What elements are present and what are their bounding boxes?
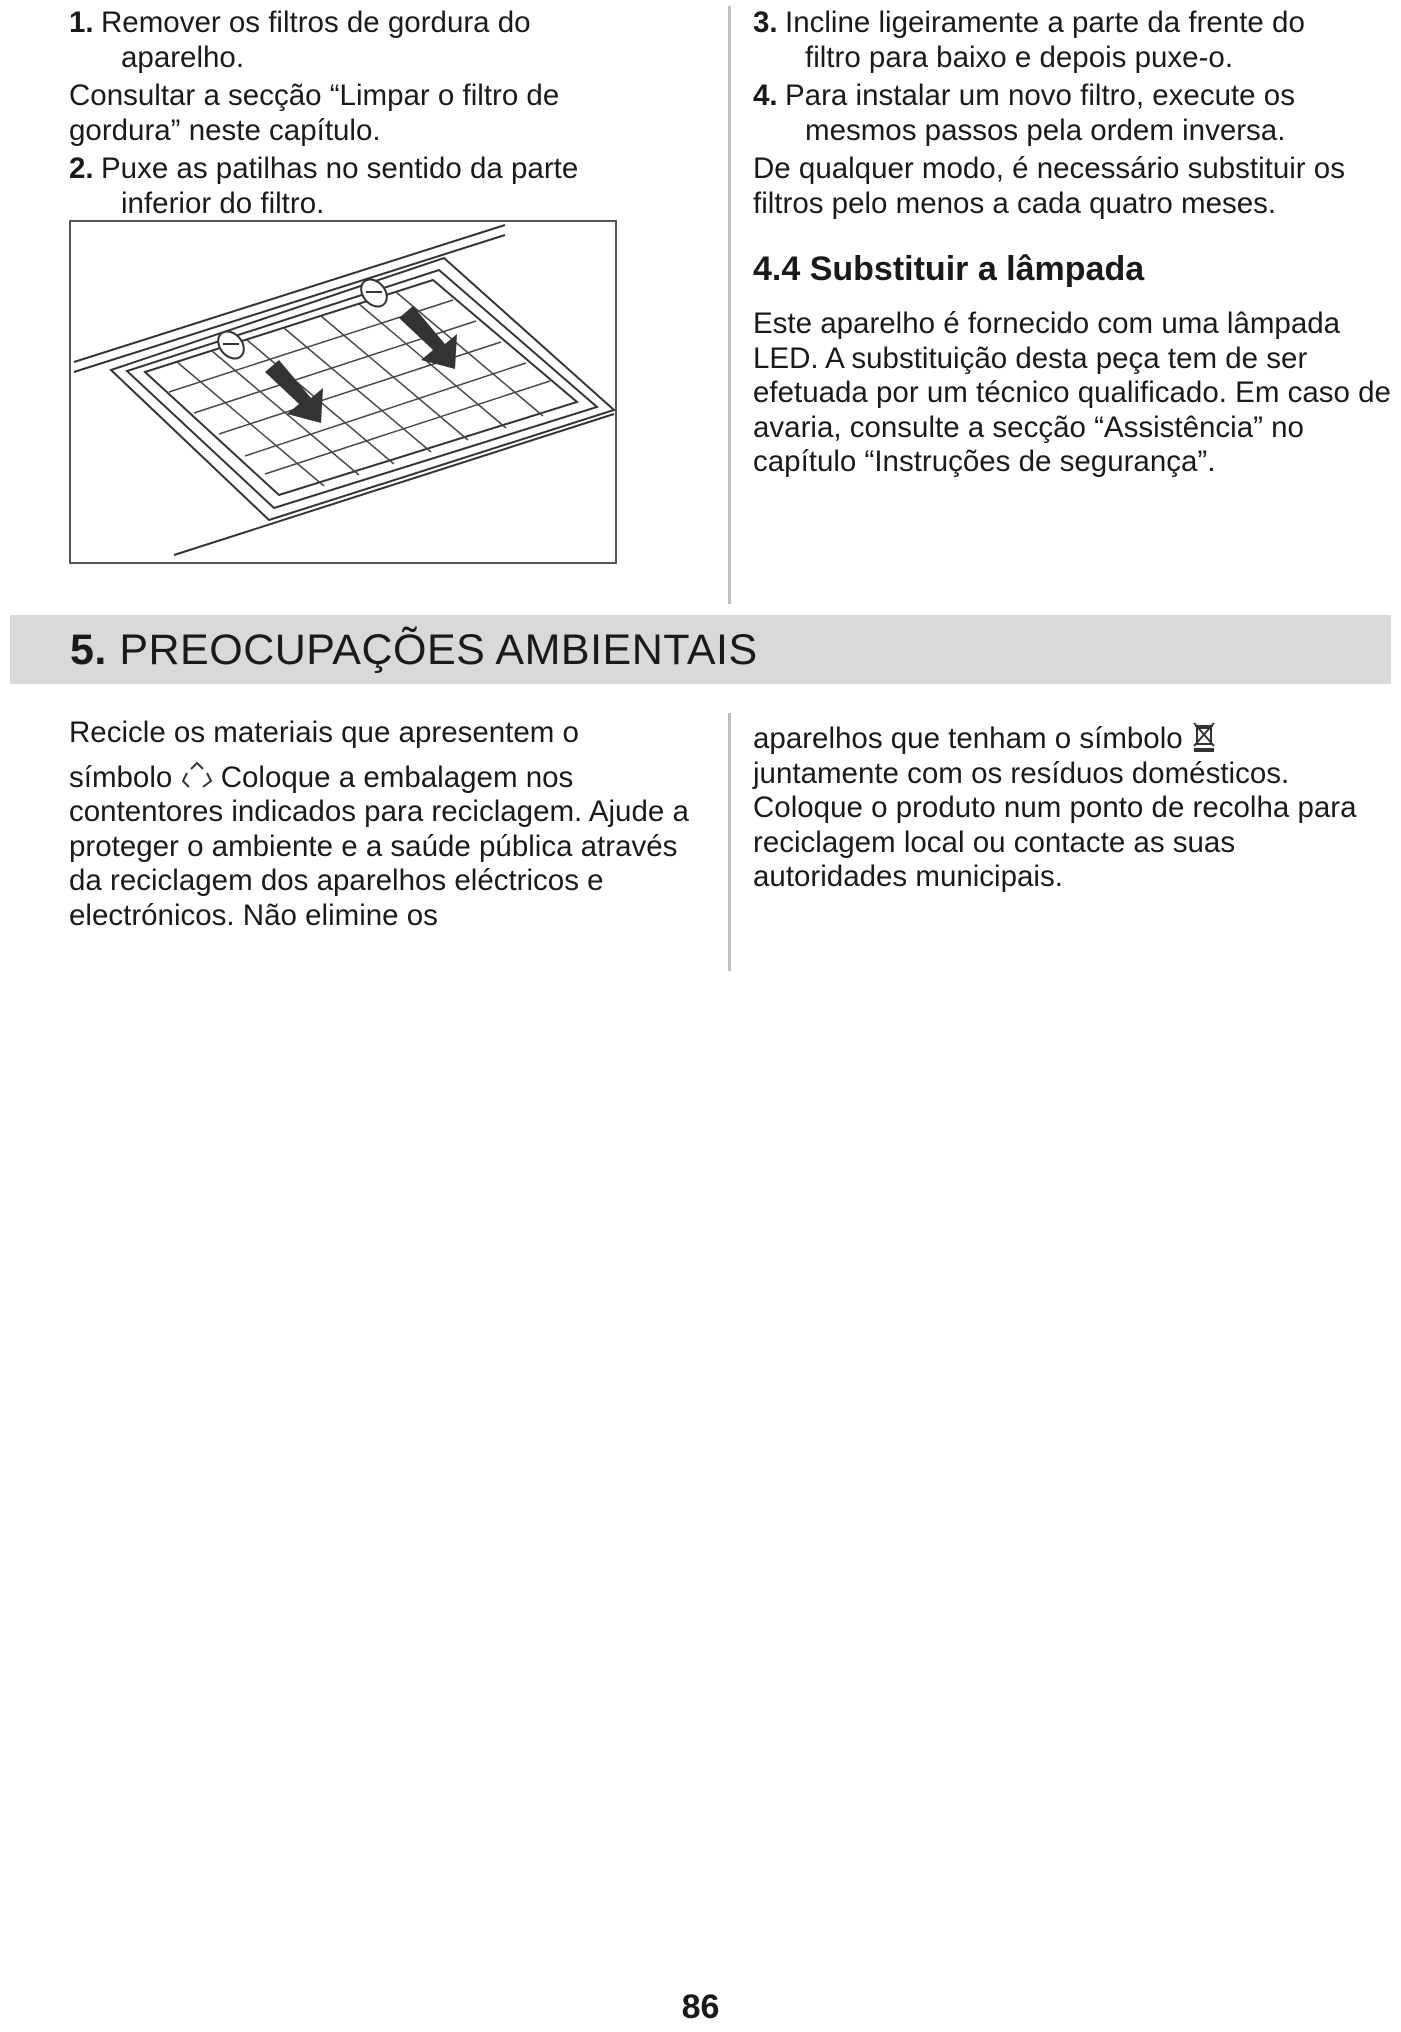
step-continuation: inferior do filtro. <box>121 186 325 220</box>
step-continuation: filtro para baixo e depois puxe-o. <box>805 40 1234 74</box>
note-text: De qualquer modo, é necessário substituir os filtros pelo menos a cada quatro meses. <box>753 152 1345 220</box>
right-column-bottom <box>753 720 1373 895</box>
section-header-bar <box>10 615 1391 684</box>
step-number: 2. <box>69 152 94 185</box>
step-text: Incline ligeiramente a parte da frente do <box>785 6 1305 39</box>
text-line <box>753 720 1373 757</box>
right-column-top <box>753 6 1393 480</box>
step-text: Remover os filtros de gordura do <box>101 6 531 39</box>
section-heading: 4.4 Substituir a lâmpada <box>753 250 1145 288</box>
step-continuation: aparelho. <box>121 40 245 74</box>
lamp-body-text: Este aparelho é fornecido com uma lâmpada LED. A substituição desta peça tem de ser efetuada por um técnico qualificado. Em caso de avaria, consulte a secção “Assistência” no capítulo “Instruções de segurança”. <box>753 307 1391 478</box>
step-number: 4. <box>753 79 778 112</box>
step-2 <box>69 152 709 187</box>
column-divider <box>728 6 731 604</box>
section-number: 5. <box>70 626 107 674</box>
text-fragment: símbolo <box>69 760 173 794</box>
recycle-icon <box>181 761 213 791</box>
note-text: Consultar a secção “Limpar o filtro de gordura” neste capítulo. <box>69 79 560 147</box>
text-paragraph: juntamente com os resíduos domésticos. Coloque o produto num ponto de recolha para reciclagem local ou contacte as suas autoridades municipais. <box>753 756 1357 893</box>
step-4 <box>753 79 1393 114</box>
crossed-bin-icon <box>1191 720 1217 752</box>
text-line <box>69 761 719 796</box>
step-text: Puxe as patilhas no sentido da parte <box>101 152 579 185</box>
filter-removal-illustration <box>69 220 617 564</box>
text-line: Recicle os materiais que apresentem o <box>69 716 579 749</box>
step-number: 1. <box>69 6 94 39</box>
column-divider <box>728 713 731 971</box>
section-title-text: PREOCUPAÇÕES AMBIENTAIS <box>119 626 758 674</box>
left-column-bottom <box>69 716 719 933</box>
text-fragment: aparelhos que tenham o símbolo <box>753 722 1183 755</box>
text-paragraph: contentores indicados para reciclagem. Ajude a proteger o ambiente e a saúde pública através da reciclagem dos aparelhos eléctricos e electrónicos. Não elimine os <box>69 795 689 932</box>
step-continuation: mesmos passos pela ordem inversa. <box>805 113 1286 147</box>
page-number: 86 <box>681 1988 720 2026</box>
step-number: 3. <box>753 6 778 39</box>
step-1 <box>69 6 709 41</box>
step-3 <box>753 6 1393 41</box>
text-fragment: Coloque a embalagem nos <box>220 760 574 794</box>
section-title <box>70 627 758 673</box>
left-column-top <box>69 6 709 221</box>
step-text: Para instalar um novo filtro, execute os <box>785 79 1295 112</box>
